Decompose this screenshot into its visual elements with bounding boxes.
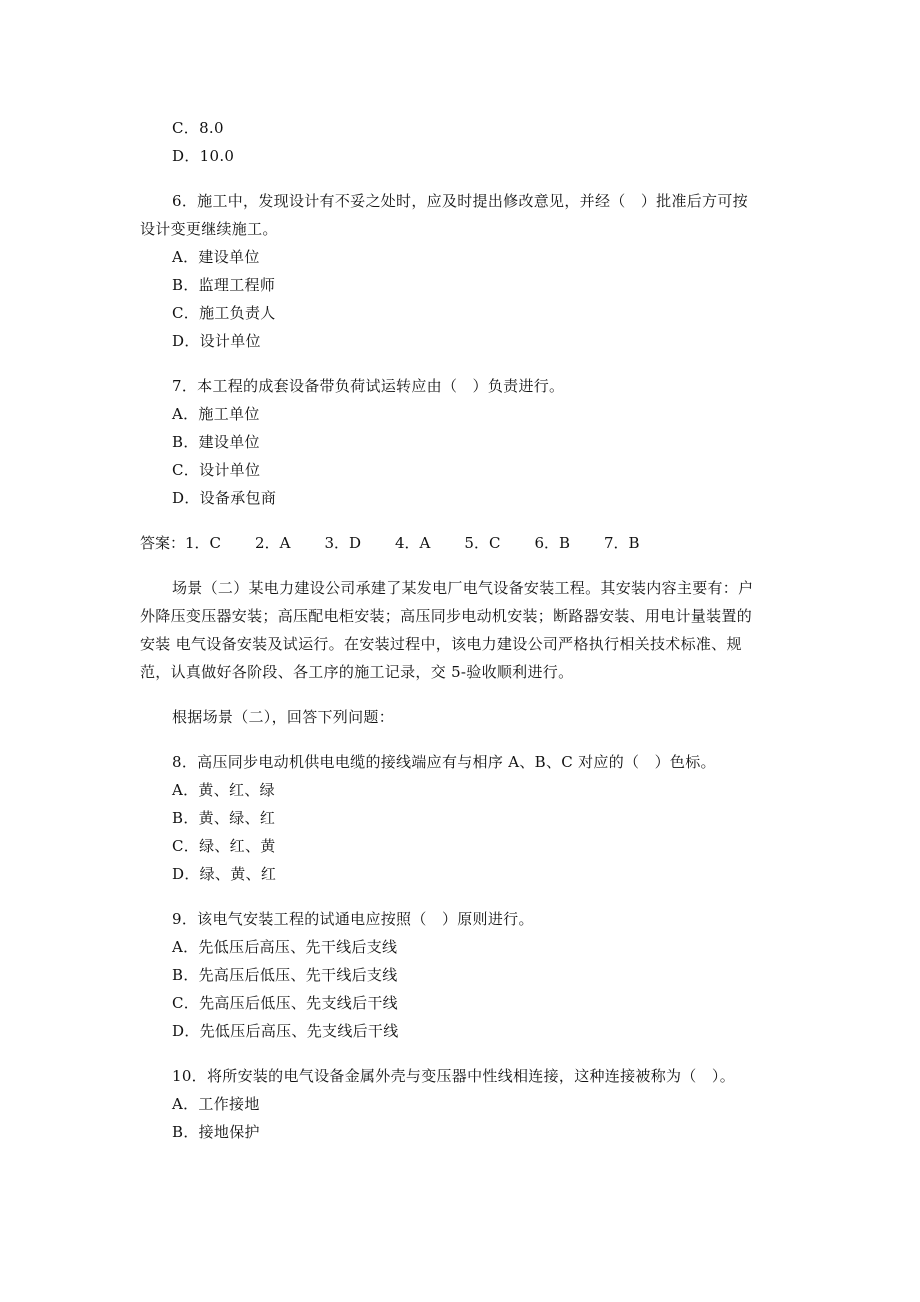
answer-item: 4．A	[395, 534, 431, 552]
q7-option-d: D．设备承包商	[172, 489, 277, 507]
q10-stem: 10．将所安装的电气设备金属外壳与变压器中性线相连接，这种连接被称为（ ）。	[172, 1067, 735, 1085]
q5-option-c: C．8.0	[172, 119, 224, 137]
answer-item: 6．B	[534, 534, 571, 552]
q10-option-a: A．工作接地	[172, 1095, 260, 1113]
q9-stem: 9．该电气安装工程的试通电应按照（ ）原则进行。	[172, 910, 534, 928]
q6-option-d: D．设计单位	[172, 332, 261, 350]
q6-option-c: C．施工负责人	[172, 304, 276, 322]
q6-stem-line1: 6．施工中，发现设计有不妥之处时，应及时提出修改意见，并经（ ）批准后方可按	[172, 192, 748, 210]
scenario2-line2: 外降压变压器安装；高压配电柜安装；高压同步电动机安装；断路器安装、用电计量装置的	[140, 607, 753, 625]
q6-option-a: A．建设单位	[172, 248, 260, 266]
q10-option-b: B．接地保护	[172, 1123, 260, 1141]
answer-key-label: 答案：	[140, 534, 186, 552]
answer-item: 5．C	[464, 534, 501, 552]
q7-option-b: B．建设单位	[172, 433, 260, 451]
q9-option-d: D．先低压后高压、先支线后干线	[172, 1022, 399, 1040]
q7-stem: 7．本工程的成套设备带负荷试运转应由（ ）负责进行。	[172, 377, 565, 395]
q6-stem-line2: 设计变更继续施工。	[140, 220, 278, 238]
q8-option-b: B．黄、绿、红	[172, 809, 276, 827]
scenario2-line1: 场景（二）某电力建设公司承建了某发电厂电气设备安装工程。其安装内容主要有：户	[172, 579, 754, 597]
q8-option-d: D．绿、黄、红	[172, 865, 277, 883]
q8-option-a: A．黄、红、绿	[172, 781, 275, 799]
q9-option-c: C．先高压后低压、先支线后干线	[172, 994, 398, 1012]
q7-option-a: A．施工单位	[172, 405, 260, 423]
q7-option-c: C．设计单位	[172, 461, 261, 479]
answer-item: 3．D	[324, 534, 362, 552]
q8-stem: 8．高压同步电动机供电电缆的接线端应有与相序 A、B、C 对应的（ ）色标。	[172, 753, 716, 771]
q8-option-c: C．绿、红、黄	[172, 837, 276, 855]
scenario2-line3: 安装 电气设备安装及试运行。在安装过程中，该电力建设公司严格执行相关技术标准、规	[140, 635, 742, 653]
q9-option-a: A．先低压后高压、先干线后支线	[172, 938, 398, 956]
answer-item: 1．C	[185, 534, 222, 552]
answer-item: 2．A	[255, 534, 291, 552]
answer-item: 7．B	[604, 534, 640, 552]
scenario2-prompt: 根据场景（二），回答下列问题：	[172, 708, 395, 726]
answer-key	[140, 533, 640, 553]
q9-option-b: B．先高压后低压、先干线后支线	[172, 966, 398, 984]
q5-option-d: D．10.0	[172, 147, 235, 165]
scenario2-line4: 范，认真做好各阶段、各工序的施工记录，交 5-验收顺利进行。	[140, 663, 574, 681]
q6-option-b: B．监理工程师	[172, 276, 276, 294]
